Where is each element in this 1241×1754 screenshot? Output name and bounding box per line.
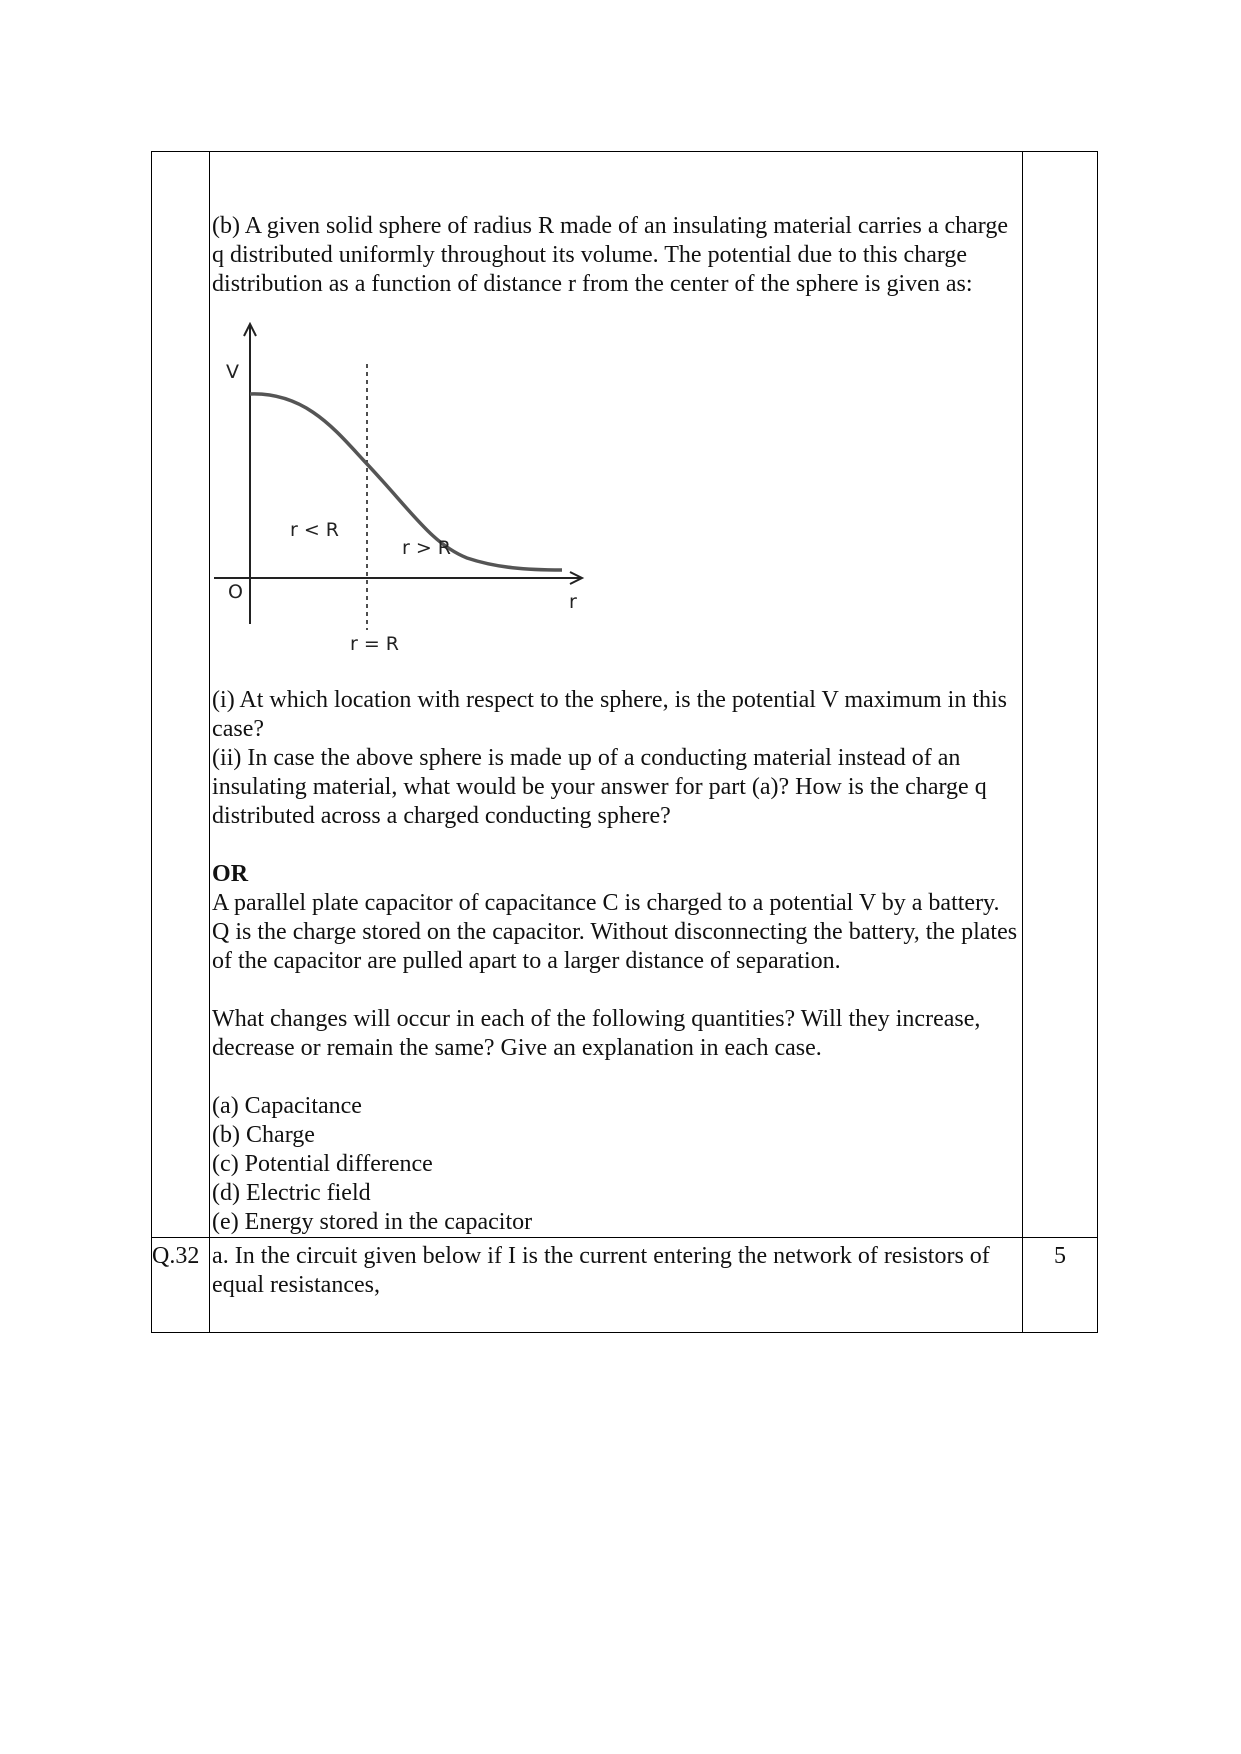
or-label: OR: [212, 861, 249, 887]
region-inside-label: r < R: [290, 519, 340, 541]
marks-cell: [1022, 152, 1097, 1238]
list-item-electric-field: (d) Electric field: [212, 1180, 371, 1206]
question-number: Q.32: [152, 1238, 210, 1333]
boundary-label: r = R: [350, 633, 400, 655]
question-32-text: a. In the circuit given below if I is the current entering the network of resistors of equal resistances,: [210, 1238, 1023, 1333]
x-axis-label: r: [569, 591, 577, 613]
question-body-cell: [210, 152, 1023, 1238]
list-item-energy-stored: (e) Energy stored in the capacitor: [212, 1209, 533, 1235]
origin-label: O: [228, 581, 244, 603]
capacitor-question: What changes will occur in each of the following quantities? Will they increase, decrease or remain the same? Give an explanation in each case.: [212, 1006, 981, 1061]
region-outside-label: r > R: [402, 537, 452, 559]
question-ii: (ii) In case the above sphere is made up of a conducting material instead of an insulating material, what would be your answer for part (a)? How is the charge q distributed across a charged conducting sphere?: [212, 745, 987, 829]
question-number-cell: [152, 152, 210, 1238]
capacitor-paragraph: A parallel plate capacitor of capacitance C is charged to a potential V by a battery. Q is the charge stored on the capacitor. Without disconnecting the battery, the plates of the capacitor are pulled apart to a larger distance of separation.: [212, 890, 1018, 974]
potential-vs-distance-graph: [212, 322, 612, 662]
list-item-potential-difference: (c) Potential difference: [212, 1151, 433, 1177]
y-axis-label: V: [226, 361, 240, 383]
question-i: (i) At which location with respect to the sphere, is the potential V maximum in this case?: [212, 687, 1008, 742]
question-32-marks: 5: [1022, 1238, 1097, 1333]
question-row-32: [152, 1238, 1098, 1333]
question-table: [151, 151, 1098, 1333]
list-item-charge: (b) Charge: [212, 1122, 315, 1148]
list-item-capacitance: (a) Capacitance: [212, 1093, 362, 1119]
question-row-31-continued: [152, 152, 1098, 1238]
potential-graph: [212, 322, 612, 662]
part-b-intro: (b) A given solid sphere of radius R made of an insulating material carries a charge q distributed uniformly throughout its volume. The potential due to this charge distribution as a function of distance r from the center of the sphere is given as:: [212, 213, 1009, 297]
